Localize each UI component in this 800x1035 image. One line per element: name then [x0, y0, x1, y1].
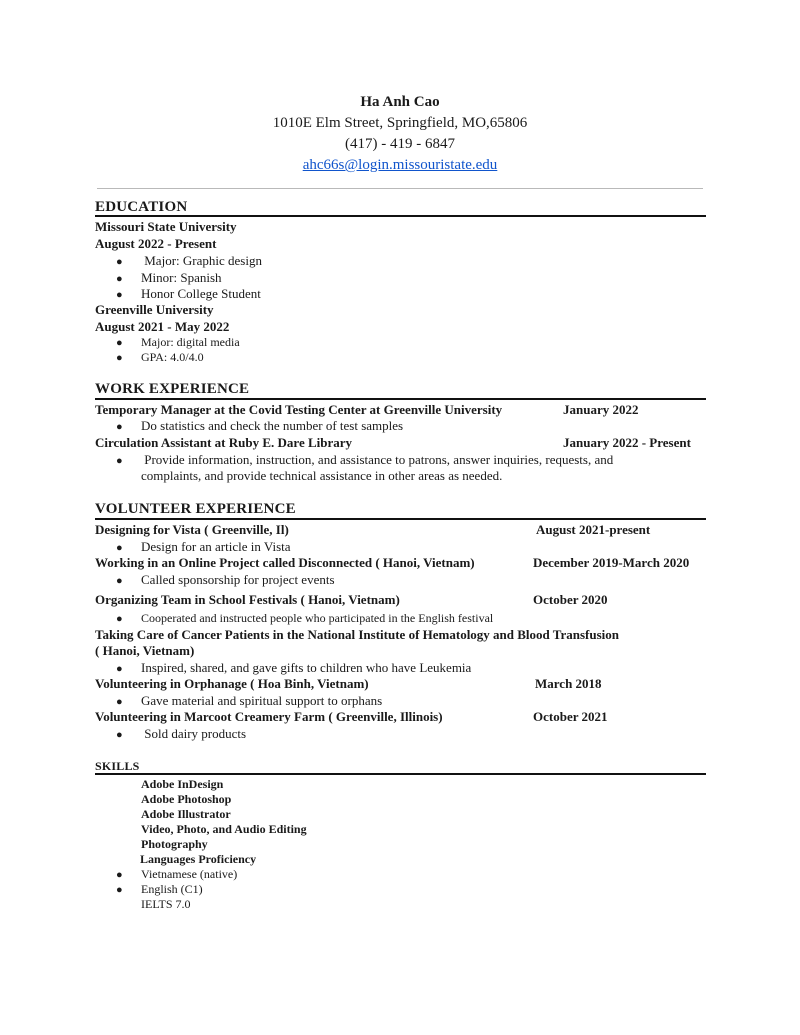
- education-heading: EDUCATION: [95, 199, 188, 215]
- bullet-icon: ●: [116, 663, 123, 675]
- volunteer-marcoot-date: October 2021: [533, 709, 608, 724]
- bullet-icon: ●: [116, 256, 123, 268]
- volunteer-disconnected: Working in an Online Project called Disconnected ( Hanoi, Vietnam): [95, 555, 475, 570]
- list-item: ● Gave material and spiritual support to orphans: [116, 693, 383, 708]
- list-item: ● Provide information, instruction, and assistance to patrons, answer inquiries, requests, and: [116, 452, 614, 467]
- skills-heading: SKILLS: [95, 759, 140, 773]
- volunteer-orphanage: Volunteering in Orphanage ( Hoa Binh, Vietnam): [95, 676, 369, 691]
- bullet-icon: ●: [116, 575, 123, 587]
- languages-heading: Languages Proficiency: [140, 852, 257, 866]
- bullet-icon: ●: [116, 352, 123, 364]
- job-date-circulation: January 2022 - Present: [563, 435, 691, 450]
- list-item: ● Major: digital media: [116, 335, 240, 349]
- candidate-name: Ha Anh Cao: [360, 94, 440, 110]
- list-item: ● Called sponsorship for project events: [116, 572, 335, 587]
- school-missouri-dates: August 2022 - Present: [95, 236, 217, 251]
- bullet-icon: ●: [116, 337, 123, 349]
- list-item: ● Inspired, shared, and gave gifts to children who have Leukemia: [116, 660, 472, 675]
- candidate-address: 1010E Elm Street, Springfield, MO,65806: [272, 115, 528, 131]
- list-item: ● GPA: 4.0/4.0: [116, 350, 204, 364]
- work-heading: WORK EXPERIENCE: [95, 381, 250, 397]
- job-title-covid-manager: Temporary Manager at the Covid Testing Center at Greenville University: [95, 402, 503, 417]
- bullet-icon: ●: [116, 455, 123, 467]
- volunteer-disconnected-date: December 2019-March 2020: [533, 555, 690, 570]
- school-greenville: Greenville University: [95, 302, 214, 317]
- candidate-phone: (417) - 419 - 6847: [345, 136, 455, 152]
- list-item: ● English (C1): [116, 882, 203, 896]
- volunteer-vista-date: August 2021-present: [536, 522, 651, 537]
- volunteer-cancer-patients: Taking Care of Cancer Patients in the National Institute of Hematology and Blood Transfusion: [95, 627, 620, 642]
- skill-item: Adobe Illustrator: [141, 807, 231, 821]
- volunteer-divider: [95, 518, 706, 520]
- bullet-icon: ●: [116, 869, 123, 881]
- skills-divider: [95, 773, 706, 775]
- skill-item: Adobe Photoshop: [141, 792, 232, 806]
- bullet-icon: ●: [116, 696, 123, 708]
- skill-item: Photography: [141, 837, 208, 851]
- bullet-icon: ●: [116, 542, 123, 554]
- bullet-icon: ●: [116, 273, 123, 285]
- education-divider: [95, 215, 706, 217]
- volunteer-vista: Designing for Vista ( Greenville, Il): [95, 522, 289, 537]
- list-item: ● Sold dairy products: [116, 726, 247, 741]
- job-title-circulation: Circulation Assistant at Ruby E. Dare Library: [95, 435, 353, 450]
- candidate-email-link[interactable]: ahc66s@login.missouristate.edu: [302, 157, 498, 173]
- list-item: ● Do statistics and check the number of test samples: [116, 418, 404, 433]
- volunteer-festivals: Organizing Team in School Festivals ( Hanoi, Vietnam): [95, 592, 400, 607]
- bullet-icon: ●: [116, 884, 123, 896]
- list-item: ● Vietnamese (native): [116, 867, 238, 881]
- skill-item: Adobe InDesign: [141, 777, 224, 791]
- volunteer-cancer-location: ( Hanoi, Vietnam): [95, 643, 195, 658]
- bullet-icon: ●: [116, 613, 123, 625]
- bullet-icon: ●: [116, 729, 123, 741]
- list-item: ● Cooperated and instructed people who participated in the English festival: [116, 611, 494, 625]
- bullet-icon: ●: [116, 289, 123, 301]
- volunteer-heading: VOLUNTEER EXPERIENCE: [95, 501, 296, 517]
- header-divider: [97, 188, 703, 189]
- volunteer-festivals-date: October 2020: [533, 592, 608, 607]
- bullet-icon: ●: [116, 421, 123, 433]
- school-missouri-state: Missouri State University: [95, 219, 237, 234]
- ielts-score: IELTS 7.0: [141, 897, 191, 911]
- volunteer-marcoot: Volunteering in Marcoot Creamery Farm ( Greenville, Illinois): [95, 709, 443, 724]
- list-item: ● Major: Graphic design: [116, 253, 262, 268]
- work-divider: [95, 398, 706, 400]
- volunteer-orphanage-date: March 2018: [535, 676, 602, 691]
- list-item: ● Minor: Spanish: [116, 270, 222, 285]
- skill-item: Video, Photo, and Audio Editing: [141, 822, 307, 836]
- list-item-continuation: complaints, and provide technical assistance in other areas as needed.: [141, 468, 503, 483]
- list-item: ● Design for an article in Vista: [116, 539, 291, 554]
- list-item: ● Honor College Student: [116, 286, 261, 301]
- job-date-covid-manager: January 2022: [563, 402, 639, 417]
- school-greenville-dates: August 2021 - May 2022: [95, 319, 230, 334]
